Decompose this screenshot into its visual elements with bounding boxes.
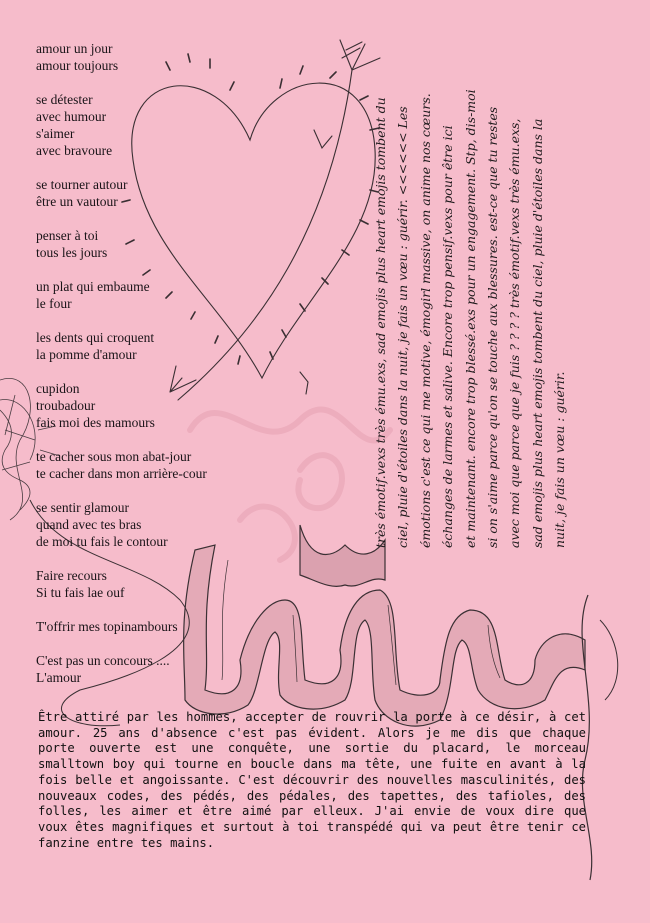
poem-line: s'aimer [36,126,75,141]
poem-line: se sentir glamour [36,500,129,515]
poem-line: Faire recours [36,568,107,583]
poem-stanza [36,40,236,74]
poem-stanza [36,567,236,601]
poem-line: avec humour [36,109,107,124]
poem-line: quand avec tes bras [36,517,142,532]
poem-line: te cacher dans mon arrière-cour [36,466,207,481]
poem-line: la pomme d'amour [36,347,137,362]
poem-line: avec bravoure [36,143,113,158]
prose-paragraph [38,710,586,851]
poem-line: se détester [36,92,93,107]
poem-stanza [36,91,236,159]
poem-line: C'est pas un concours .... [36,653,170,668]
poem-stanza [36,278,236,312]
poem-line: T'offrir mes topinambours [36,619,178,634]
vertical-text-line: échanges de larmes et salive. Encore trop pensif.vexs pour être ici [440,125,456,548]
poem-line: troubadour [36,398,96,413]
poem-line: cupidon [36,381,80,396]
poem-stanza [36,380,236,431]
poem-line: un plat qui embaume [36,279,150,294]
vertical-text-line: émotions c'est ce qui me motive, émogirl massive, on anime nos cœurs. [417,93,433,548]
poem-stanza [36,499,236,550]
poem-line: de moi tu fais le contour [36,534,168,549]
poem [36,40,236,703]
poem-stanza [36,176,236,210]
poem-stanza [36,329,236,363]
poem-line: L'amour [36,670,82,685]
wavy-letters-ribbon [184,525,585,726]
vertical-text-line: sad emojis plus heart emojis tombent du ciel, pluie d'étoiles dans la [529,118,545,548]
poem-line: le four [36,296,72,311]
poem-line: penser à toi [36,228,99,243]
poem-line: se tourner autour [36,177,128,192]
poem-stanza [36,652,236,686]
vertical-text-block [370,48,568,548]
poem-stanza [36,618,236,635]
poem-line: fais moi des mamours [36,415,155,430]
vertical-text-line: si on s'aime parce qu'on se touche aux blessures. est-ce que tu restes [485,106,501,548]
vertical-text-line: avec moi que parce que je fuis ? ? ? ? très émotif.vexs très ému.exs, [507,118,523,548]
prose-text: Être attiré par les hommes, accepter de rouvrir la porte à ce désir, à cet amour. 25 ans d'absence c'est pas évident. Alors je me dis que chaque porte ouverte est une conquête, une sortie du placard, le morceau smalltown boy qui tourne en boucle dans ma tête, une fuite en avant à la fois belle et angoissante. C'est découvrir des nouvelles masculinités, des nouveaux codes, des pédés, des pédales, des tapettes, des tafioles, des folles, les aimer et être aimé par elleux. J'ai envie de voux dire que voux êtes magnifiques et surtout à toi transpédé qui va peut être tenir ce fanzine entre tes mains. [38,710,586,850]
vertical-text-line: ciel, pluie d'étoiles dans la nuit, je fais un vœu : guérir. <<<<<< Les [395,106,411,548]
poem-line: amour toujours [36,58,119,73]
poem-line: amour un jour [36,41,113,56]
poem-stanza [36,448,236,482]
vertical-text-line: et maintenant. encore trop blessé.exs pour un engagement. Stp, dis-moi [462,89,478,548]
poem-line: être un vautour [36,194,118,209]
poem-line: te cacher sous mon abat-jour [36,449,192,464]
vertical-text-line: très émotif.vexs très ému.exs, sad emojis plus heart emojis tombent du [373,97,388,548]
poem-line: Si tu fais lae ouf [36,585,125,600]
poem-line: les dents qui croquent [36,330,155,345]
poem-line: tous les jours [36,245,108,260]
vertical-text-line: nuit, je fais un vœu : guérir. [552,371,568,548]
poem-stanza [36,227,236,261]
